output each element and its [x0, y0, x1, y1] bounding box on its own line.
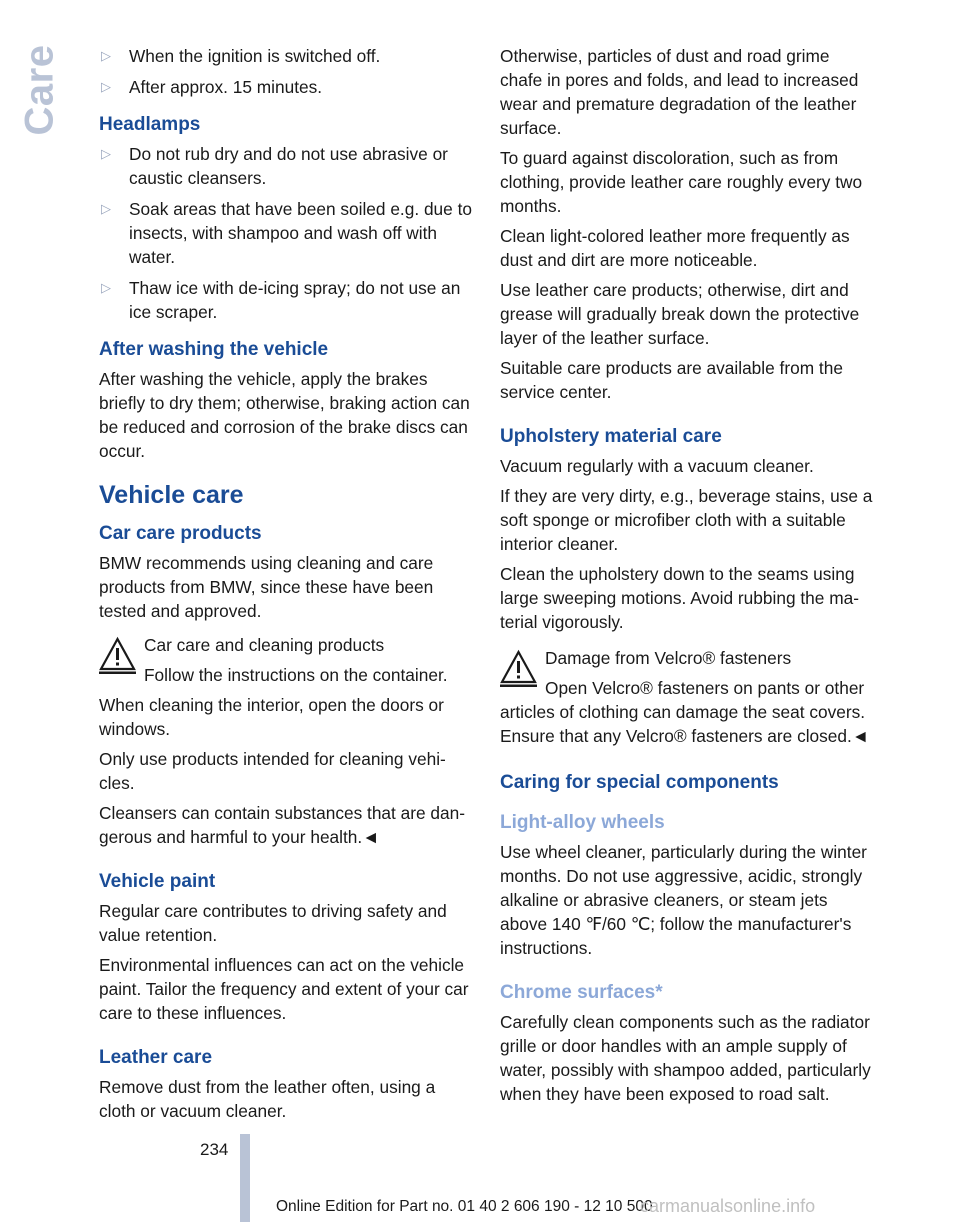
edition-footer: Online Edition for Part no. 01 40 2 606 190 - 12 10 500: [276, 1198, 653, 1215]
velcro-warning: [500, 646, 876, 748]
bullet-triangle-icon: ▷: [101, 146, 111, 161]
upholstery-text-3: Clean the upholstery down to the seams using large sweeping motions. Avoid rubbing the material vigorously.: [500, 564, 859, 632]
vehicle-paint-text-2: Environmental influences can act on the vehicle paint. Tailor the frequency and extent of your car care to these influences.: [99, 955, 469, 1023]
leather-care-text-3: To guard against discoloration, such as from clothing, provide leather care roughly every two months.: [500, 148, 863, 216]
upholstery-text-1: Vacuum regularly with a vacuum cleaner.: [500, 456, 814, 476]
products-text: Only use products intended for cleaning vehicles.: [99, 749, 446, 793]
car-care-warning: [99, 633, 475, 687]
ignition-bullet-list: [99, 44, 475, 99]
cleansers-text: Cleansers can contain substances that are dangerous and harmful to your health.◄: [99, 803, 466, 847]
warning-title: Car care and cleaning products: [144, 635, 385, 655]
warning-text: Open Velcro® fasteners on pants or other articles of clothing can damage the seat covers. Ensure that any Velcro® fasteners are closed.◄: [500, 678, 869, 746]
leather-care-text-5: Use leather care products; otherwise, dirt and grease will gradually break down the protective layer of the leather surface.: [500, 280, 860, 348]
list-item: ▷ Thaw ice with de-icing spray; do not use an ice scraper.: [101, 278, 461, 322]
left-column: [99, 44, 475, 1129]
after-washing-heading: After washing the vehicle: [99, 339, 329, 360]
upholstery-heading: Upholstery material care: [500, 426, 722, 447]
light-alloy-heading: Light-alloy wheels: [500, 812, 665, 833]
warning-triangle-icon: [99, 636, 136, 674]
car-care-heading: Car care products: [99, 523, 262, 544]
section-tab-label: Care: [17, 44, 62, 136]
headlamps-bullet-list: [99, 142, 475, 324]
section-side-tab: [18, 40, 62, 140]
right-column: [500, 44, 876, 1112]
car-care-text: BMW recommends using cleaning and care products from BMW, since these have been tested and approved.: [99, 553, 434, 621]
page-number: 234: [200, 1140, 229, 1159]
leather-care-text-6: Suitable care products are available from the service center.: [500, 358, 843, 402]
chrome-text: Carefully clean components such as the radiator grille or door handles with an ample supply of water, possibly with shampoo added, particularly when they have been exposed to road salt.: [500, 1012, 871, 1104]
vehicle-paint-heading: Vehicle paint: [99, 871, 216, 892]
bullet-triangle-icon: ▷: [101, 280, 111, 295]
bullet-triangle-icon: ▷: [101, 79, 111, 94]
light-alloy-text: Use wheel cleaner, particularly during the winter months. Do not use aggressive, acidic, strongly alkaline or abrasive cleaners, or steam jets above 140 ℉/60 ℃; follow the manufacturer's instructions.: [500, 842, 867, 958]
vehicle-paint-text-1: Regular care contributes to driving safety and value retention.: [99, 901, 447, 945]
warning-title: Damage from Velcro® fasteners: [545, 648, 792, 668]
special-components-heading: Caring for special components: [500, 772, 779, 793]
bullet-triangle-icon: ▷: [101, 48, 111, 63]
after-washing-text: After washing the vehicle, apply the brakes briefly to dry them; otherwise, braking action can be reduced and corrosion of the brake discs can occur.: [99, 369, 470, 461]
list-item: ▷ When the ignition is switched off.: [101, 46, 381, 66]
leather-care-text-4: Clean light-colored leather more frequently as dust and dirt are more noticeable.: [500, 226, 850, 270]
leather-care-text-2: Otherwise, particles of dust and road grime chafe in pores and folds, and lead to increased wear and premature degradation of the leather surface.: [500, 46, 859, 138]
watermark: carmanualsonline.info: [640, 1196, 816, 1216]
warning-triangle-icon: [500, 649, 537, 687]
leather-care-heading: Leather care: [99, 1047, 213, 1068]
vehicle-care-heading: Vehicle care: [99, 481, 244, 509]
list-item: ▷ Do not rub dry and do not use abrasive or caustic cleansers.: [101, 144, 448, 188]
bullet-triangle-icon: ▷: [101, 201, 111, 216]
upholstery-text-2: If they are very dirty, e.g., beverage stains, use a soft sponge or microfiber cloth with a suitable interior cleaner.: [500, 486, 873, 554]
chrome-heading: Chrome surfaces*: [500, 982, 663, 1003]
headlamps-heading: Headlamps: [99, 114, 201, 135]
warning-text: Follow the instructions on the container.: [144, 665, 448, 685]
list-item: ▷ After approx. 15 minutes.: [101, 77, 323, 97]
interior-cleaning-text: When cleaning the interior, open the doors or windows.: [99, 695, 444, 739]
list-item: ▷ Soak areas that have been soiled e.g. due to insects, with shampoo and wash off with water.: [101, 199, 472, 267]
leather-care-text-1: Remove dust from the leather often, using a cloth or vacuum cleaner.: [99, 1077, 436, 1121]
footer-bar: [240, 1134, 250, 1222]
